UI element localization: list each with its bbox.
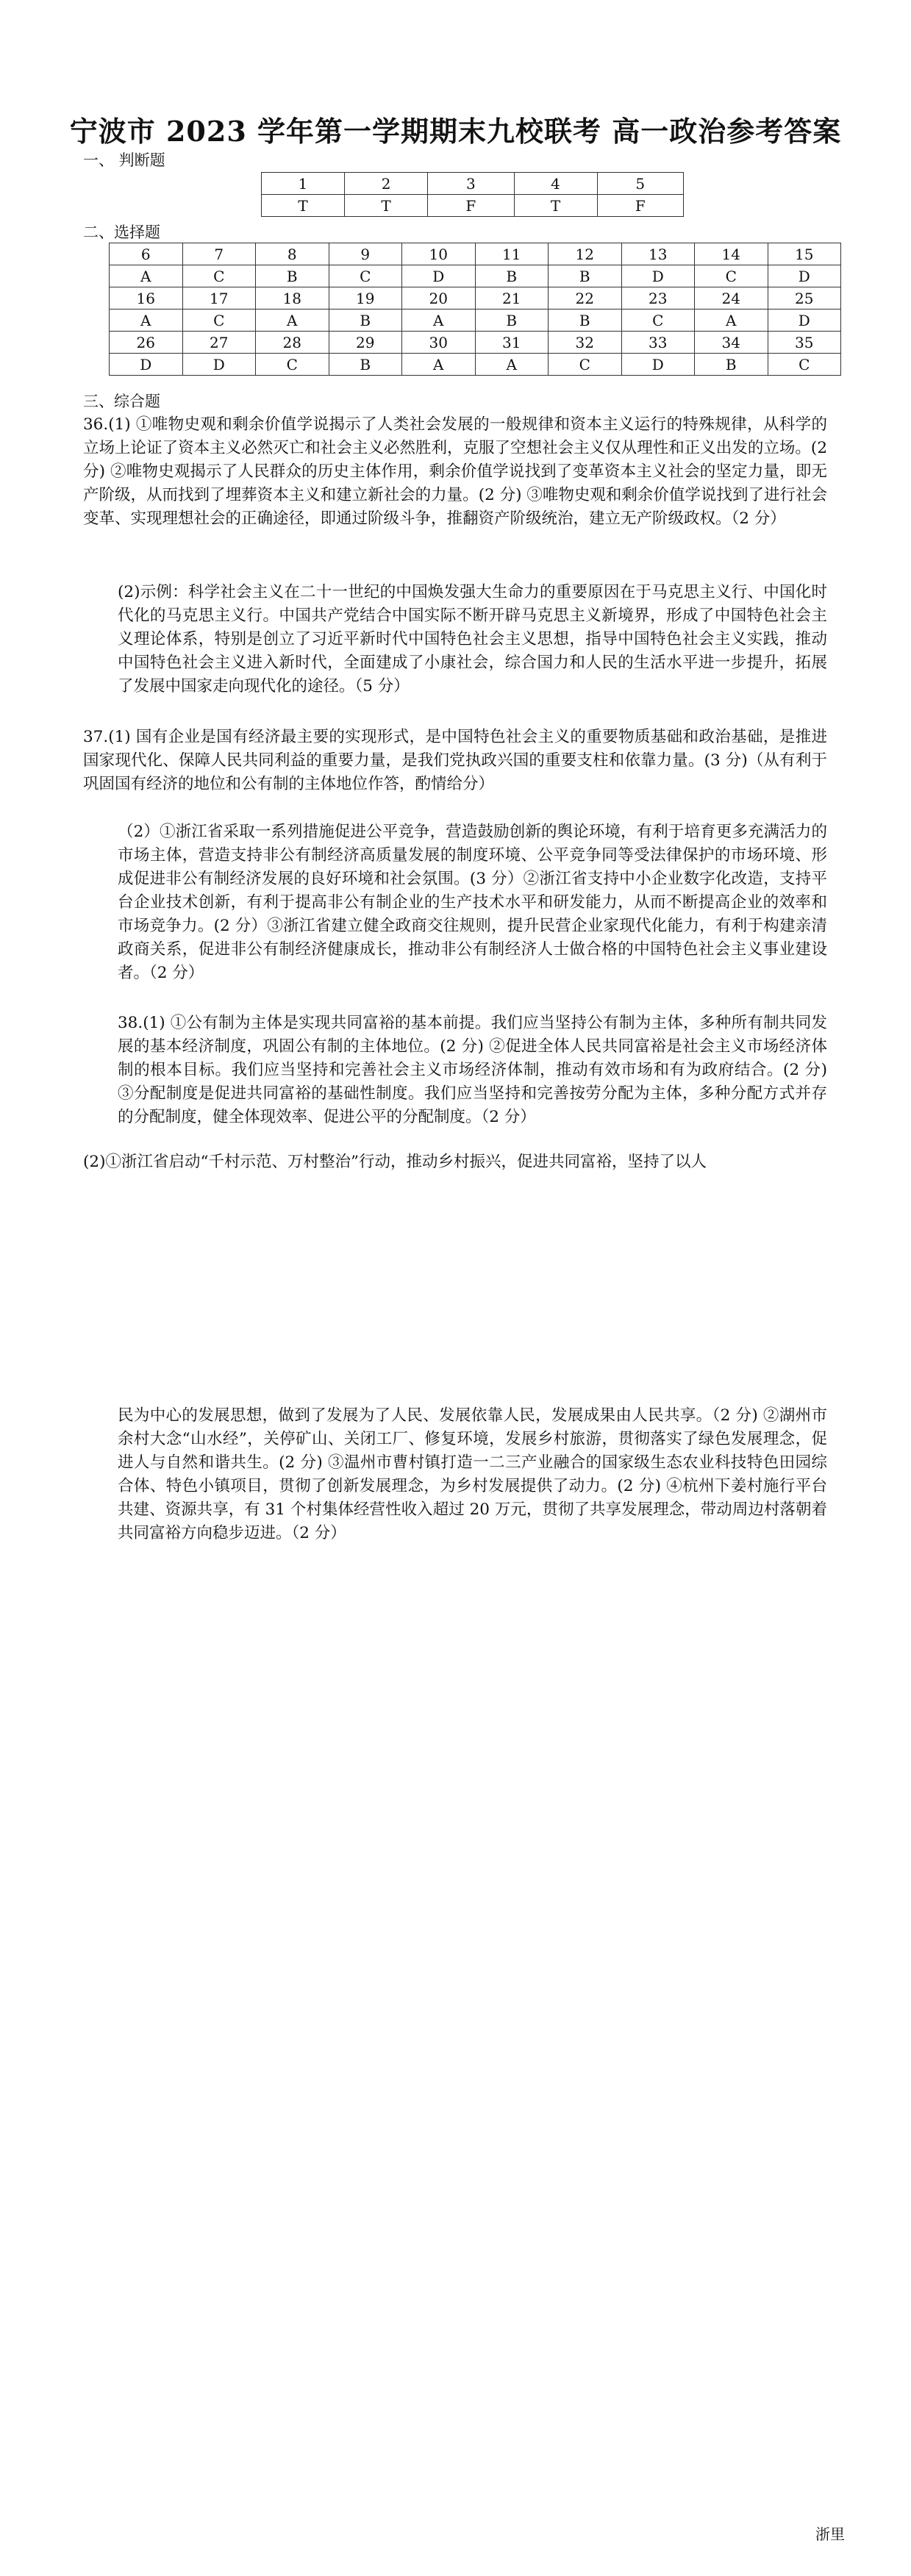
table-cell: 13 [621,243,695,265]
table-cell: D [182,354,256,376]
table-row [262,195,684,217]
table-cell: 33 [621,332,695,354]
judgment-answer-table [261,172,684,217]
table-cell: 22 [549,287,622,310]
table-cell: 18 [256,287,329,310]
q37-part1: 37.(1) 国有企业是国有经济最主要的实现形式，是中国特色社会主义的重要物质基础和政治基础，是推进国家现代化、保障人民共同利益的重要力量，是我们党执政兴国的重要支柱和依靠力量。(3 分)（从有利于巩固国有经济的地位和公有制的主体地位作答，酌情给分） [83,728,827,793]
table-cell: 5 [597,173,683,195]
choice-answer-table [109,243,841,376]
table-cell: D [621,265,695,287]
table-cell: D [621,354,695,376]
table-cell: D [768,310,841,332]
q36-part2: (2)示例：科学社会主义在二十一世纪的中国焕发强大生命力的重要原因在于马克思主义行、中国化时代化的马克思主义行。中国共产党结合中国实际不断开辟马克思主义新境界，形成了中国特色社会主义理论体系，特别是创立了习近平新时代中国特色社会主义思想，指导中国特色社会主义实践，推动中国特色社会主义进入新时代，全面建成了小康社会，综合国力和人民的生活水平进一步提升，拓展了发展中国家走向现代化的途径。（5 分） [118,583,827,695]
table-cell: A [256,310,329,332]
table-cell: B [329,354,402,376]
table-cell: 28 [256,332,329,354]
table-cell: 34 [695,332,768,354]
table-cell: 19 [329,287,402,310]
table-cell: 26 [110,332,183,354]
table-cell: 27 [182,332,256,354]
table-cell: 31 [475,332,549,354]
table-cell: B [549,310,622,332]
table-cell: F [428,195,514,217]
q36-part1: 36.(1) ①唯物史观和剩余价值学说揭示了人类社会发展的一般规律和资本主义运行的特殊规律，从科学的立场上论证了资本主义必然灭亡和社会主义必然胜利，克服了空想社会主义仅从理性和正义出发的立场。(2 分) ②唯物史观揭示了人民群众的历史主体作用，剩余价值学说找到了变革资本主义社会的坚定力量，即无产阶级，从而找到了埋葬资本主义和建立新社会的力量。(2 分) ③唯物史观和剩余价值学说找到了进行社会变革、实现理想社会的正确途径，即通过阶级斗争，推翻资产阶级统治，建立无产阶级政权。（2 分） [83,415,827,528]
table-cell: F [597,195,683,217]
table-cell: A [475,354,549,376]
footer-mark: 浙里 [815,2525,845,2543]
q37-part2: （2）①浙江省采取一系列措施促进公平竞争，营造鼓励创新的舆论环境，有利于培育更多充满活力的市场主体，营造支持非公有制经济高质量发展的制度环境、公平竞争同等受法律保护的市场环境、形成促进非公有制经济发展的良好环境和社会氛围。(3 分）②浙江省支持中小企业数字化改造，支持平台企业技术创新，有利于提高非公有制企业的生产技术水平和研发能力，从而不断提高企业的效率和市场竞争力。(2 分）③浙江省建立健全政商交往规则，提升民营企业家现代化能力，有利于构建亲清政商关系，促进非公有制经济健康成长，推动非公有制经济人士做合格的中国特色社会主义事业建设者。（2 分） [118,823,827,982]
table-cell: 8 [256,243,329,265]
page-title: 宁波市 2023 学年第一学期期末九校联考 高一政治参考答案 [69,115,842,148]
table-cell: 2 [345,173,428,195]
table-row [110,332,841,354]
table-cell: T [262,195,345,217]
table-cell: 21 [475,287,549,310]
table-row [110,287,841,310]
table-row [110,354,841,376]
table-cell: B [256,265,329,287]
table-cell: 23 [621,287,695,310]
table-cell: C [621,310,695,332]
table-cell: 6 [110,243,183,265]
table-cell: C [549,354,622,376]
table-cell: 32 [549,332,622,354]
section-1-heading: 一、 判断题 [83,151,165,169]
table-cell: 30 [402,332,476,354]
table-cell: 9 [329,243,402,265]
table-cell: T [514,195,597,217]
table-cell: B [475,265,549,287]
table-cell: B [329,310,402,332]
table-cell: D [402,265,476,287]
table-cell: A [110,265,183,287]
table-cell: D [768,265,841,287]
table-cell: 12 [549,243,622,265]
table-row [110,243,841,265]
table-cell: 14 [695,243,768,265]
table-cell: 3 [428,173,514,195]
table-cell: A [695,310,768,332]
table-cell: 24 [695,287,768,310]
table-cell: 20 [402,287,476,310]
table-cell: B [695,354,768,376]
q38-part2-continued: 民为中心的发展思想，做到了发展为了人民、发展依靠人民，发展成果由人民共享。（2 分) ②湖州市余村大念“山水经”，关停矿山、关闭工厂、修复环境，发展乡村旅游，贯彻落实了绿色发展理念，促进人与自然和谐共生。(2 分) ③温州市曹村镇打造一二三产业融合的国家级生态农业科技特色田园综合体、特色小镇项目，贯彻了创新发展理念，为乡村发展提供了动力。(2 分) ④杭州下姜村施行平台共建、资源共享，有 31 个村集体经营性收入超过 20 万元，贯彻了共享发展理念，带动周边村落朝着共同富裕方向稳步迈进。（2 分） [118,1406,827,1542]
table-cell: A [110,310,183,332]
table-cell: A [402,354,476,376]
table-cell: 35 [768,332,841,354]
table-row [262,173,684,195]
table-row [110,265,841,287]
section-2-heading: 二、选择题 [83,223,160,241]
table-cell: 7 [182,243,256,265]
table-cell: C [329,265,402,287]
table-cell: 16 [110,287,183,310]
table-cell: C [182,310,256,332]
table-cell: 4 [514,173,597,195]
table-cell: 11 [475,243,549,265]
table-cell: C [256,354,329,376]
table-cell: D [110,354,183,376]
table-cell: C [768,354,841,376]
table-cell: 25 [768,287,841,310]
table-cell: C [182,265,256,287]
table-cell: C [695,265,768,287]
q38-part2-start: (2)①浙江省启动“千村示范、万村整治”行动，推动乡村振兴，促进共同富裕，坚持了以人 [83,1153,707,1171]
table-row [110,310,841,332]
table-cell: B [549,265,622,287]
section-3-heading: 三、综合题 [83,393,160,410]
table-cell: 15 [768,243,841,265]
table-cell: 1 [262,173,345,195]
table-cell: 10 [402,243,476,265]
table-cell: A [402,310,476,332]
q38-part1: 38.(1) ①公有制为主体是实现共同富裕的基本前提。我们应当坚持公有制为主体，多种所有制共同发展的基本经济制度，巩固公有制的主体地位。(2 分) ②促进全体人民共同富裕是社会主义市场经济体制的根本目标。我们应当坚持和完善社会主义市场经济体制，推动有效市场和有为政府结合。(2 分) ③分配制度是促进共同富裕的基础性制度。我们应当坚持和完善按劳分配为主体，多种分配方式并存的分配制度，健全体现效率、促进公平的分配制度。（2 分） [118,1014,827,1126]
table-cell: T [345,195,428,217]
table-cell: 17 [182,287,256,310]
table-cell: 29 [329,332,402,354]
table-cell: B [475,310,549,332]
